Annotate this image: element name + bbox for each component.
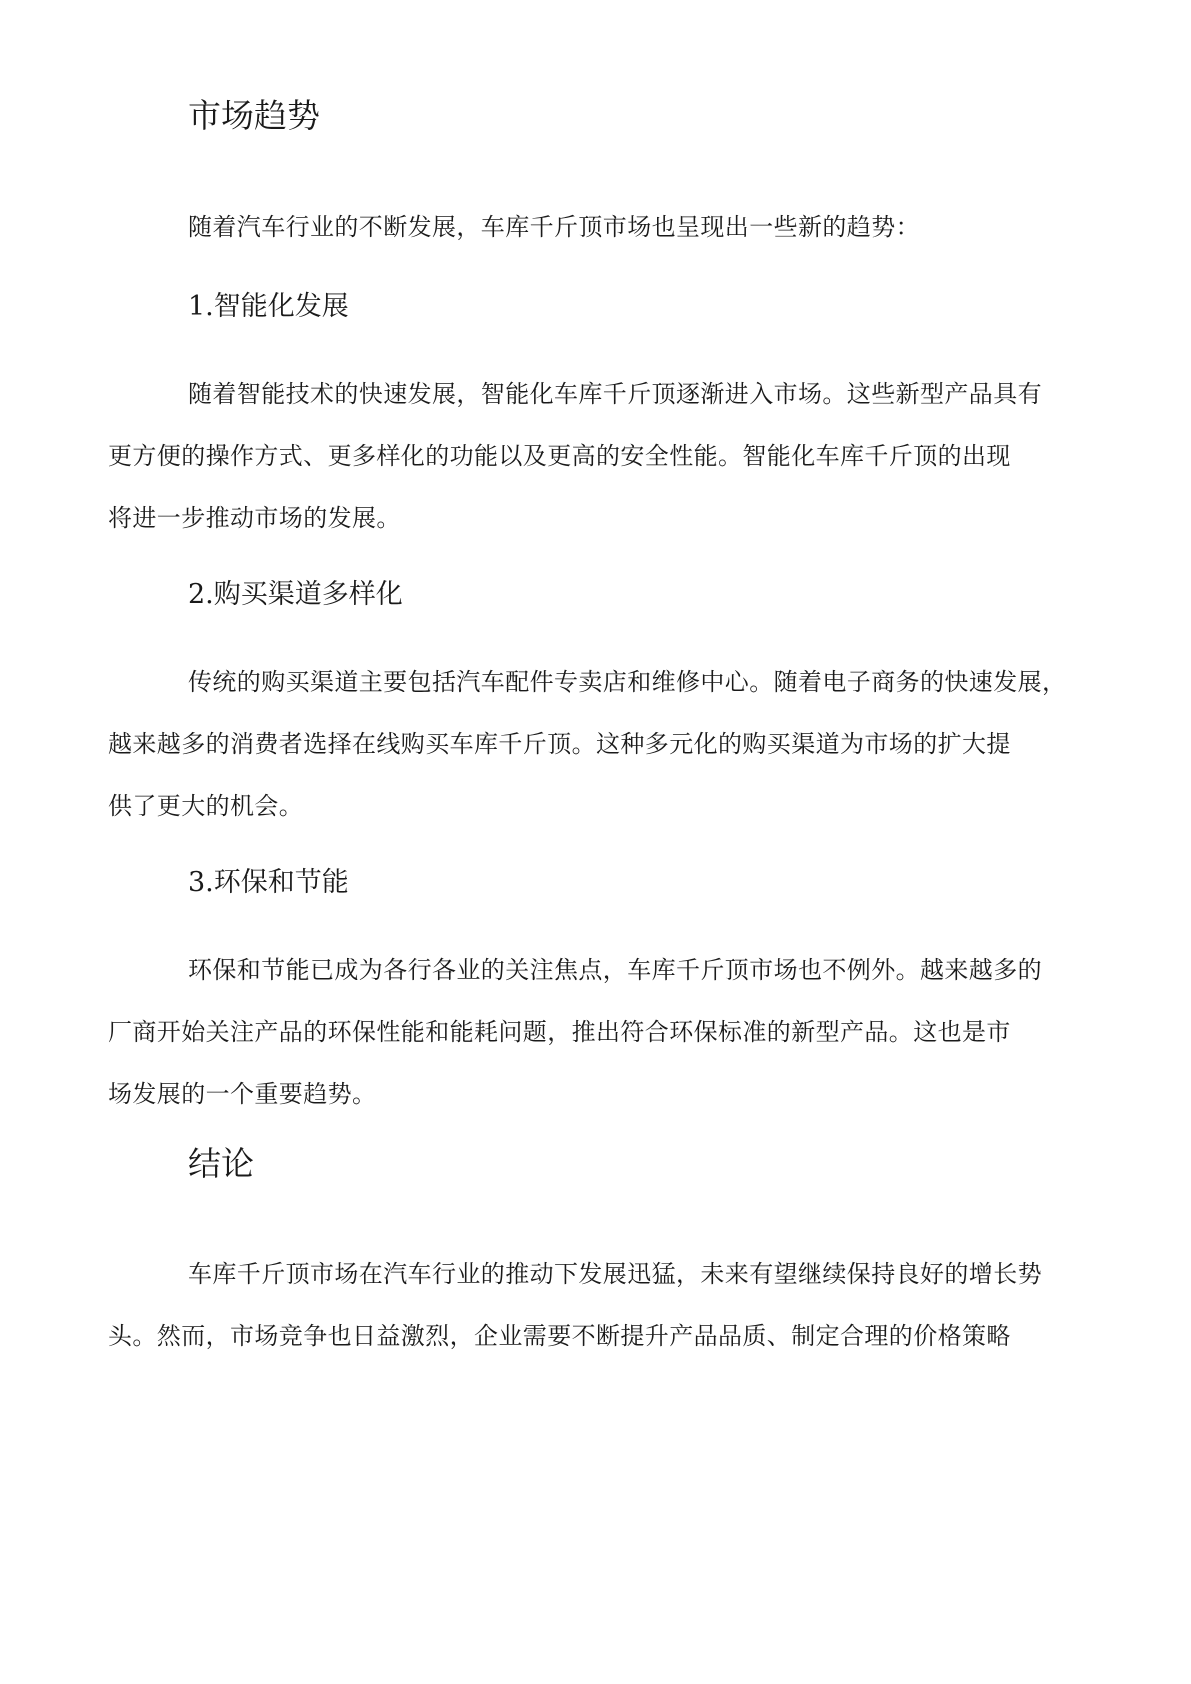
paragraph-line: 厂商开始关注产品的环保性能和能耗问题，推出符合环保标准的新型产品。这也是市	[108, 1018, 1011, 1046]
section-heading-conclusion: 结论	[188, 1144, 254, 1183]
paragraph-line: 更方便的操作方式、更多样化的功能以及更高的安全性能。智能化车库千斤顶的出现	[108, 442, 1011, 470]
paragraph-line: 将进一步推动市场的发展。	[108, 504, 401, 532]
paragraph-conclusion	[108, 1243, 1048, 1367]
intro-line: 随着汽车行业的不断发展，车库千斤顶市场也呈现出一些新的趋势：	[188, 213, 920, 241]
paragraph-line: 供了更大的机会。	[108, 792, 304, 820]
paragraph-purchase-channels	[108, 651, 1067, 837]
paragraph-line: 车库千斤顶市场在汽车行业的推动下发展迅猛，未来有望继续保持良好的增长势	[188, 1260, 1042, 1288]
paragraph-line: 场发展的一个重要趋势。	[108, 1080, 377, 1108]
paragraph-line: 环保和节能已成为各行各业的关注焦点，车库千斤顶市场也不例外。越来越多的	[188, 956, 1042, 984]
paragraph-line: 越来越多的消费者选择在线购买车库千斤顶。这种多元化的购买渠道为市场的扩大提	[108, 730, 1011, 758]
subheading-purchase-channels: 2.购买渠道多样化	[188, 579, 403, 610]
paragraph-smart-development	[108, 363, 1048, 549]
intro-paragraph	[148, 196, 1048, 258]
paragraph-line: 头。然而，市场竞争也日益激烈，企业需要不断提升产品品质、制定合理的价格策略	[108, 1322, 1011, 1350]
subheading-eco-energy: 3.环保和节能	[188, 867, 349, 898]
subheading-smart-development: 1.智能化发展	[188, 291, 349, 322]
paragraph-eco-energy	[108, 939, 1048, 1125]
section-heading-market-trends: 市场趋势	[188, 96, 320, 135]
paragraph-line: 随着智能技术的快速发展，智能化车库千斤顶逐渐进入市场。这些新型产品具有	[188, 380, 1042, 408]
paragraph-line: 传统的购买渠道主要包括汽车配件专卖店和维修中心。随着电子商务的快速发展，	[188, 668, 1067, 696]
